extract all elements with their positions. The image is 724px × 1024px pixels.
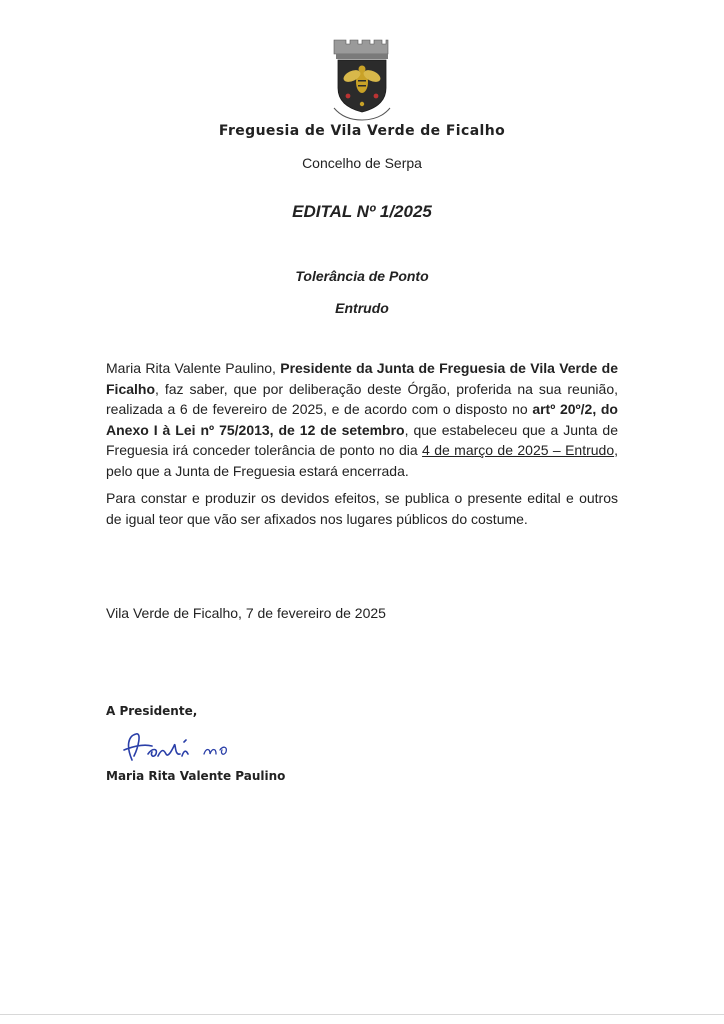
paragraph-text: , que estabeleceu que a Junta de Freguesia irá conceder tolerância de ponto no dia [106, 421, 618, 458]
page-edge-divider [0, 1014, 724, 1015]
body-paragraph-1 [106, 358, 618, 481]
signatory-name: Maria Rita Valente Paulino [106, 769, 286, 783]
paragraph-bold-text: Presidente da Junta de Freguesia de Vila Verde de Ficalho [106, 360, 619, 397]
paragraph-underlined-text: 4 de março de 2025 – Entrudo [422, 442, 615, 458]
body-paragraph-2: Para constar e produzir os devidos efeitos, se publica o presente edital e outros de igual teor que vão ser afixados nos lugares públicos do costume. [106, 490, 618, 527]
paragraph-text: , faz saber, que por deliberação deste Órgão, proferida na sua reunião, realizada a 6 de fevereiro de 2025, e de acordo com o disposto no [106, 380, 618, 417]
municipality-subtitle: Concelho de Serpa [302, 155, 422, 171]
coat-of-arms-icon [328, 36, 396, 124]
signature-label: A Presidente, [106, 704, 198, 718]
organization-name: Freguesia de Vila Verde de Ficalho [218, 123, 506, 139]
place-and-date: Vila Verde de Ficalho, 7 de fevereiro de 2025 [106, 605, 386, 621]
handwritten-signature [118, 726, 258, 768]
subject-line-1: Tolerância de Ponto [295, 268, 429, 284]
subject-line-2: Entrudo [335, 300, 389, 316]
document-title: EDITAL Nº 1/2025 [292, 202, 432, 221]
paragraph-text: , pelo que a Junta de Freguesia estará encerrada. [106, 442, 618, 479]
paragraph-text: Maria Rita Valente Paulino, [106, 360, 281, 376]
paragraph-bold-text: artº 20º/2, do Anexo I à Lei nº 75/2013, de 12 de setembro [106, 401, 618, 438]
